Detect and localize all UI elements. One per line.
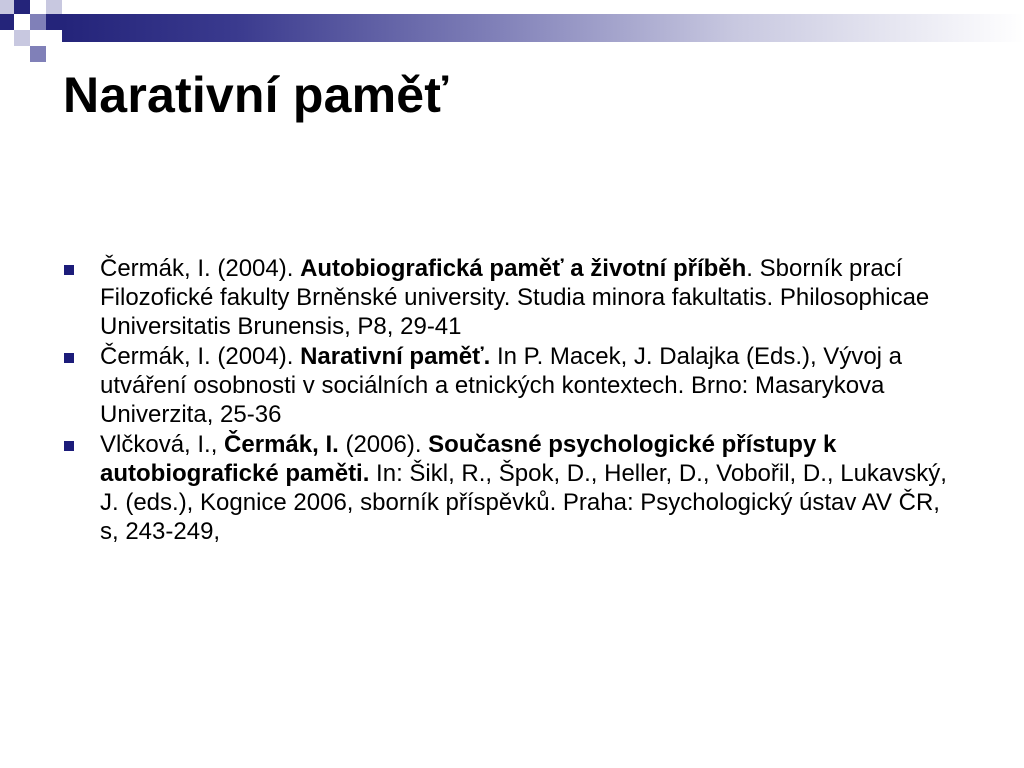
reference-author: Čermák, I. (224, 431, 339, 458)
reference-item (62, 430, 962, 546)
deco-square (0, 14, 14, 30)
reference-text: Čermák, I. (2004). (100, 255, 301, 282)
reference-title: Narativní paměť. (300, 343, 491, 370)
reference-text: In: Šikl, R., Špok, D., Heller, D., Vobořil, D., Lukavský, J. (eds.), Kognice 2006, sborník příspěvků. Praha: Psychologický ústav AV ČR, s, 243-249, (100, 460, 947, 545)
reference-title: Současné psychologické přístupy k autobiografické paměti. (100, 431, 837, 487)
deco-square (0, 0, 14, 14)
reference-item (62, 342, 962, 429)
deco-square (14, 30, 30, 46)
reference-title: Autobiografická paměť a životní příběh (300, 255, 747, 282)
reference-text: Čermák, I. (2004). (100, 343, 301, 370)
reference-list (62, 254, 962, 547)
deco-square (46, 0, 62, 14)
deco-square (30, 14, 46, 30)
square-bullet-icon (64, 265, 74, 275)
reference-text: Vlčková, I., (100, 431, 225, 458)
header-gradient-bar (62, 14, 1024, 42)
deco-square (46, 14, 62, 30)
reference-text: In P. Macek, J. Dalajka (Eds.), Vývoj a utváření osobnosti v sociálních a etnických kontextech. Brno: Masarykova Univerzita, 25-36 (100, 343, 903, 428)
square-bullet-icon (64, 441, 74, 451)
slide-title: Narativní paměť (63, 67, 449, 123)
square-bullet-icon (64, 353, 74, 363)
reference-item (62, 254, 962, 341)
reference-text: (2006). (338, 431, 429, 458)
deco-square (14, 0, 30, 14)
header-decoration (0, 0, 1024, 62)
reference-text: . Sborník prací Filozofické fakulty Brněnské university. Studia minora fakultatis. Philosophicae Universitatis Brunensis, P8, 29-41 (100, 255, 930, 340)
deco-square (30, 46, 46, 62)
